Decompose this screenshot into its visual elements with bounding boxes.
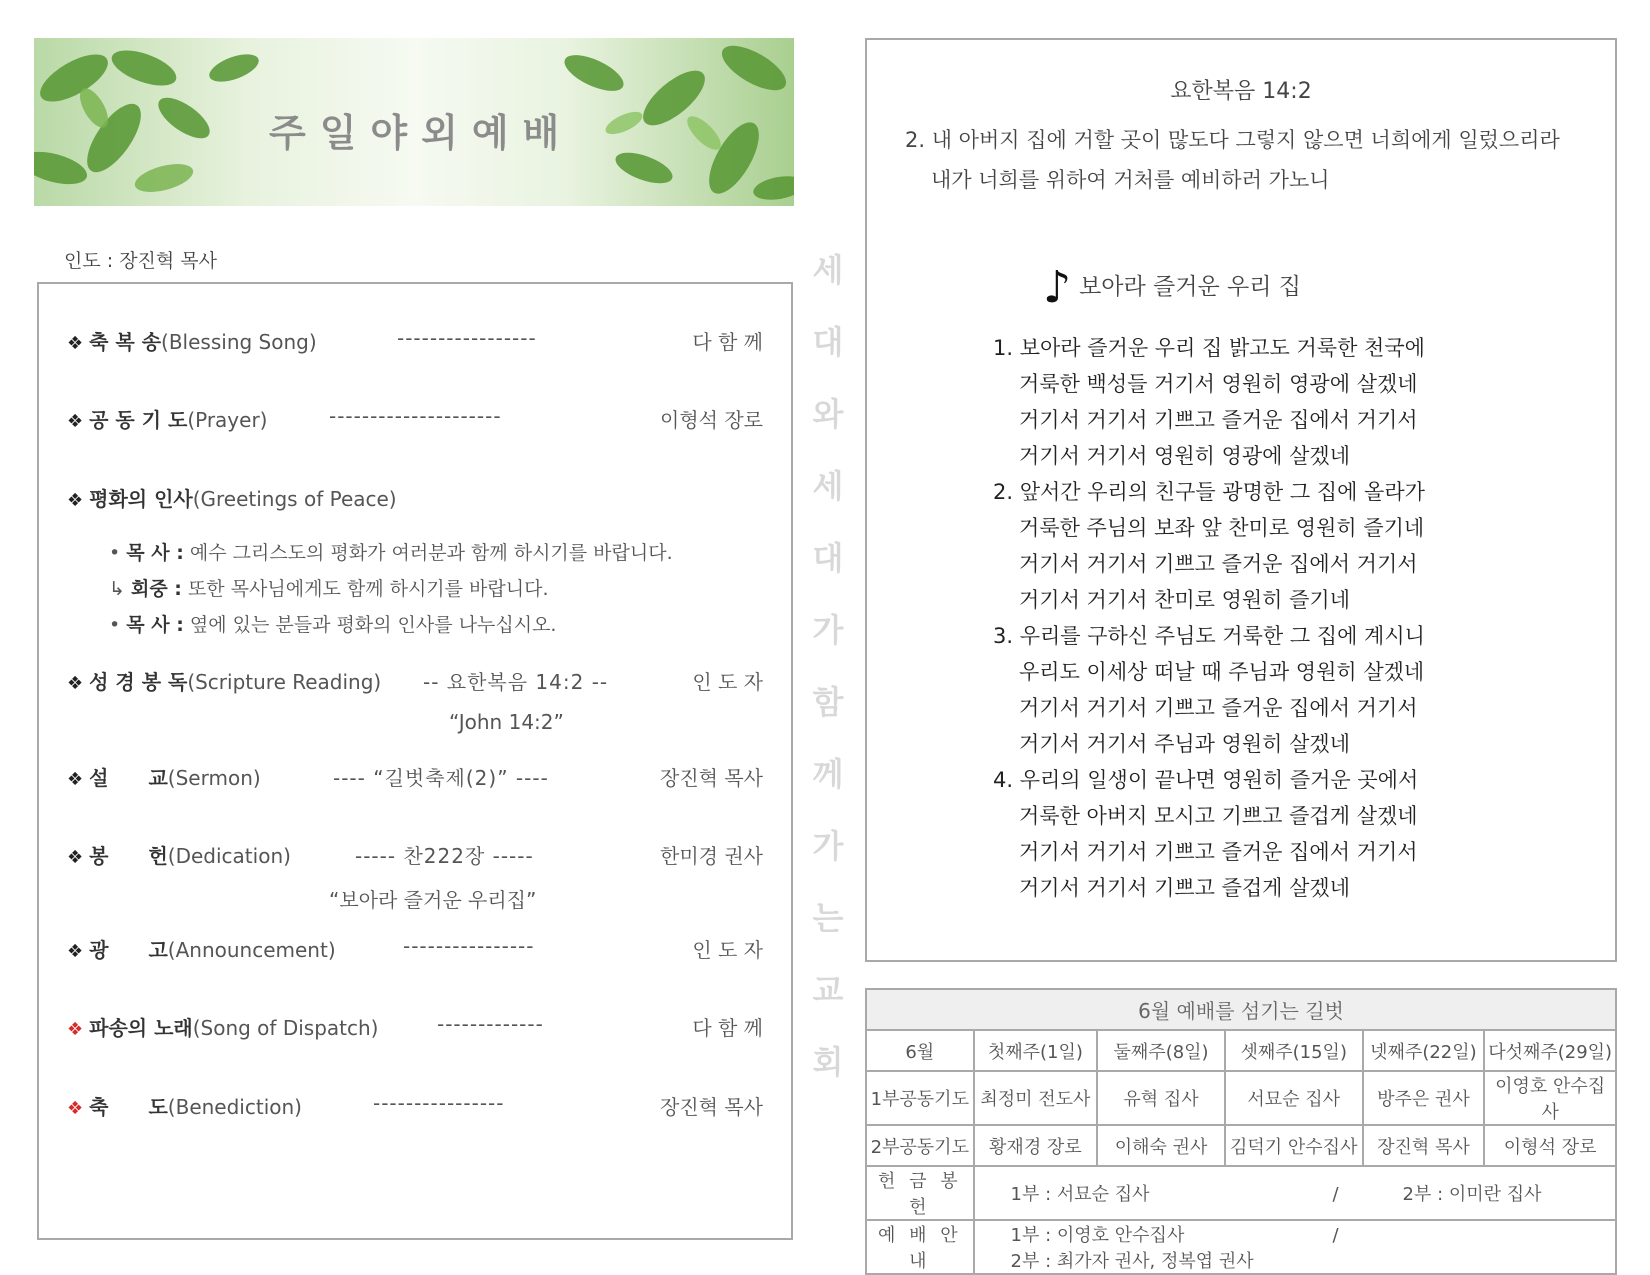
table-row: 1부공동기도 최정미 전도사 유혁 집사 서묘순 집사 방주은 권사 이영호 안수집사 — [866, 1071, 1616, 1125]
hymn-line: 3. 우리를 구하신 주님도 거룩한 그 집에 계시니 — [993, 624, 1425, 648]
hymn-line: 거기서 거기서 기쁘고 즐거운 집에서 거기서 — [1019, 840, 1418, 864]
diamond-icon: ❖ — [67, 411, 84, 432]
hymn-line: 거기서 거기서 기쁘고 즐거운 집에서 거기서 — [1019, 696, 1418, 720]
peace-dialog-line: • 목 사 : 옆에 있는 분들과 평화의 인사를 나누십시오. — [109, 614, 557, 636]
hymn-line: 거기서 거기서 기쁘고 즐거운 집에서 거기서 — [1019, 552, 1418, 576]
church-name-vertical: 세 대 와 세 대 가 함 께 가 는 교 회 — [812, 251, 844, 1081]
hymn-line: 1. 보아라 즐거운 우리 집 밝고도 거룩한 천국에 — [993, 336, 1425, 360]
hymn-line: 거룩한 백성들 거기서 영원히 영광에 살겠네 — [1019, 372, 1418, 396]
diamond-icon: ❖ — [67, 673, 84, 694]
dedication-hymn: “보아라 즐거운 우리집” — [329, 888, 537, 912]
hymn-line: 거기서 거기서 주님과 영원히 살겠네 — [1019, 732, 1350, 756]
order-item: ❖ 광 고(Announcement) ---------------- 인 도 자 — [67, 934, 763, 962]
header-banner — [34, 38, 794, 206]
diamond-icon: ❖ — [67, 847, 84, 868]
scripture-english: “John 14:2” — [449, 710, 564, 734]
hymn-line: 우리도 이세상 떠날 때 주님과 영원히 살겠네 — [1019, 660, 1425, 684]
order-item: ❖ 봉 헌(Dedication) ----- 찬222장 ----- 한미경 권사 — [67, 844, 763, 868]
diamond-icon: ❖ — [67, 769, 84, 790]
peace-dialog-line: • 목 사 : 예수 그리스도의 평화가 여러분과 함께 하시기를 바랍니다. — [109, 542, 673, 564]
hymn-line: 거기서 거기서 영원히 영광에 살겠네 — [1019, 444, 1350, 468]
peace-dialog-line: ↳ 회중 : 또한 목사님에게도 함께 하시기를 바랍니다. — [109, 578, 549, 600]
hymn-line: 거기서 거기서 기쁘고 즐거운 집에서 거기서 — [1019, 408, 1418, 432]
scripture-text: 내가 너희를 위하여 거처를 예비하러 가노니 — [931, 168, 1330, 192]
table-row: 6월 첫째주(1일) 둘째주(8일) 셋째주(15일) 넷째주(22일) 다섯째주(29일) — [866, 1030, 1616, 1071]
page-title: 주일야외예배 — [269, 111, 574, 155]
worship-leader: 인도 : 장진혁 목사 — [64, 250, 217, 272]
order-item: ❖ 설 교(Sermon) ---- “길벗축제(2)” ---- 장진혁 목사 — [67, 766, 763, 790]
order-item: ❖ 공 동 기 도(Prayer) --------------------- 이형석 장로 — [67, 404, 763, 432]
order-item: ❖ 축 복 송(Blessing Song) ----------------- 다 함 께 — [67, 326, 763, 354]
hymn-title: ♪ 보아라 즐거운 우리 집 — [1043, 262, 1301, 313]
order-item: ❖ 파송의 노래(Song of Dispatch) ------------- 다 함 께 — [67, 1012, 763, 1040]
diamond-icon: ❖ — [67, 490, 84, 511]
reply-arrow-icon: ↳ — [109, 578, 125, 600]
schedule-table — [865, 988, 1617, 1275]
order-item: ❖ 평화의 인사(Greetings of Peace) — [67, 487, 397, 511]
order-item: ❖ 성 경 봉 독(Scripture Reading) -- 요한복음 14:2 -- 인 도 자 — [67, 670, 763, 694]
hymn-line: 거기서 거기서 기쁘고 즐겁게 살겠네 — [1019, 876, 1350, 900]
music-note-icon: ♪ — [1043, 262, 1072, 313]
order-item: ❖ 축 도(Benediction) ---------------- 장진혁 목사 — [67, 1091, 763, 1119]
diamond-icon: ❖ — [67, 1098, 84, 1119]
table-row: 2부공동기도 황재경 장로 이해숙 권사 김덕기 안수집사 장진혁 목사 이형석 장로 — [866, 1125, 1616, 1166]
diamond-icon: ❖ — [67, 333, 84, 354]
diamond-icon: ❖ — [67, 1019, 84, 1040]
hymn-line: 거기서 거기서 찬미로 영원히 즐기네 — [1019, 588, 1350, 612]
scripture-hymn-panel — [865, 38, 1617, 962]
hymn-line: 거룩한 주님의 보좌 앞 찬미로 영원히 즐기네 — [1019, 516, 1425, 540]
scripture-text: 2. 내 아버지 집에 거할 곳이 많도다 그렇지 않으면 너희에게 일렀으리라 — [905, 128, 1560, 152]
diamond-icon: ❖ — [67, 941, 84, 962]
order-of-service — [37, 282, 793, 1240]
hymn-line: 2. 앞서간 우리의 친구들 광명한 그 집에 올라가 — [993, 480, 1425, 504]
scripture-reference: 요한복음 14:2 — [1170, 79, 1312, 104]
table-row: 예 배 안 내 1부 : 이영호 안수집사 /2부 : 최가자 권사, 정복엽 권사 — [866, 1220, 1616, 1274]
table-row: 헌 금 봉 헌 1부 : 서묘순 집사 / 2부 : 이미란 집사 — [866, 1166, 1616, 1220]
hymn-line: 거룩한 아버지 모시고 기쁘고 즐겁게 살겠네 — [1019, 804, 1418, 828]
schedule-title: 6월 예배를 섬기는 길벗 — [866, 989, 1616, 1030]
hymn-line: 4. 우리의 일생이 끝나면 영원히 즐거운 곳에서 — [993, 768, 1419, 792]
